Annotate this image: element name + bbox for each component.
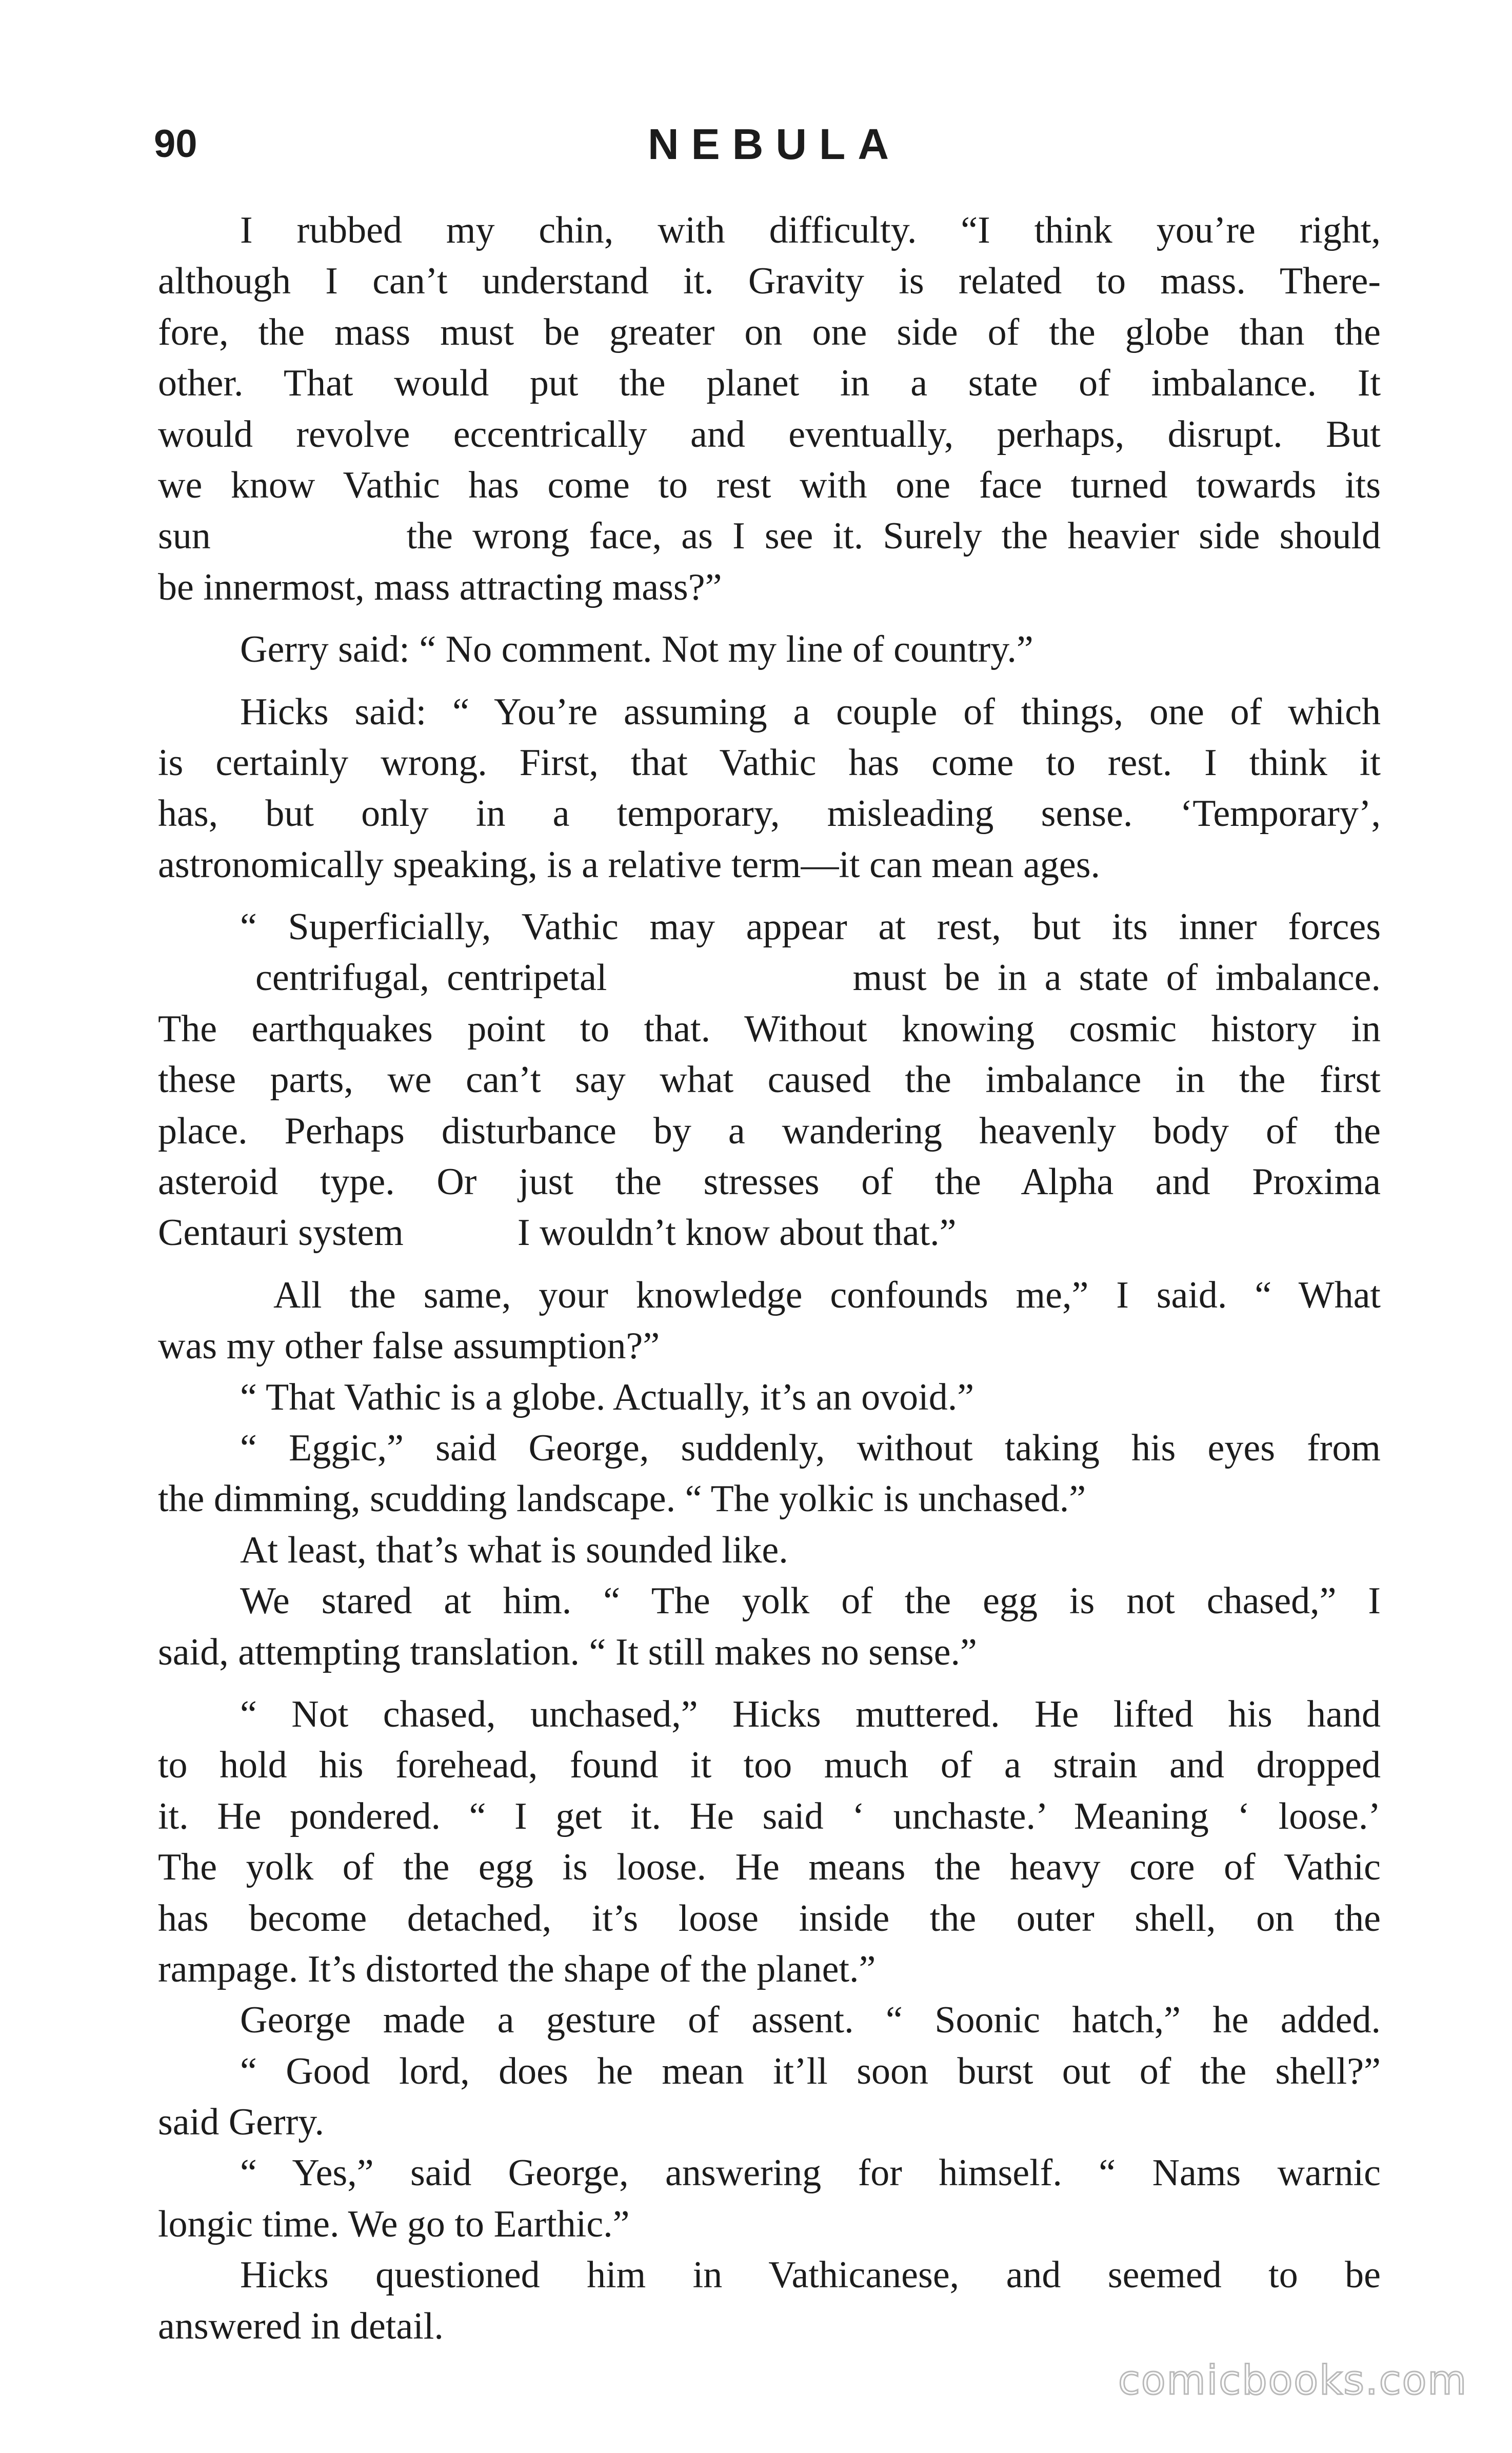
text-line: sun the wrong face, as I see it. Surely the heavier side should xyxy=(158,515,1381,558)
text-line: “ Good lord, does he mean it’ll soon burst out of the shell?” xyxy=(240,2050,1381,2092)
text-line: I rubbed my chin, with difficulty. “I think you’re right, xyxy=(240,209,1381,251)
text-line: is certainly wrong. First, that Vathic has come to rest. I think it xyxy=(158,741,1381,784)
text-line: has, but only in a temporary, misleading sense. ‘Temporary’, xyxy=(158,793,1381,835)
text-line: “ Eggic,” said George, suddenly, without taking his eyes from xyxy=(240,1427,1381,1469)
text-line: to hold his forehead, found it too much of a strain and dropped xyxy=(158,1744,1381,1787)
text-line: centrifugal, centripetal must be in a state of imbalance. xyxy=(255,957,1381,999)
text-line: “ That Vathic is a globe. Actually, it’s an ovoid.” xyxy=(240,1376,974,1418)
text-line: The earthquakes point to that. Without knowing cosmic history in xyxy=(158,1007,1381,1050)
text-line: be innermost, mass attracting mass?” xyxy=(158,566,722,608)
text-line: Hicks said: “ You’re assuming a couple of things, one of which xyxy=(240,690,1381,733)
text-line: Gerry said: “ No comment. Not my line of country.” xyxy=(240,628,1033,671)
text-line: would revolve eccentrically and eventually, perhaps, disrupt. But xyxy=(158,413,1381,456)
text-line: Centauri system I wouldn’t know about that.” xyxy=(158,1212,957,1254)
text-line: although I can’t understand it. Gravity is related to mass. There- xyxy=(158,260,1381,303)
text-line: said Gerry. xyxy=(158,2101,324,2144)
text-line: All the same, your knowledge confounds me,” I said. “ What xyxy=(273,1274,1381,1316)
text-line: has become detached, it’s loose inside the outer shell, on the xyxy=(158,1897,1381,1940)
text-line: other. That would put the planet in a state of imbalance. It xyxy=(158,362,1381,405)
text-line: We stared at him. “ The yolk of the egg is not chased,” I xyxy=(240,1580,1381,1623)
text-line: it. He pondered. “ I get it. He said ‘ unchaste.’ Meaning ‘ loose.’ xyxy=(158,1795,1381,1837)
text-line: The yolk of the egg is loose. He means the heavy core of Vathic xyxy=(158,1846,1381,1889)
text-line: Hicks questioned him in Vathicanese, and seemed to be xyxy=(240,2254,1381,2297)
text-line: these parts, we can’t say what caused the imbalance in the first xyxy=(158,1059,1381,1101)
text-line: rampage. It’s distorted the shape of the planet.” xyxy=(158,1948,876,1990)
watermark: comicbooks.com xyxy=(1118,2358,1468,2404)
text-line: “ Superficially, Vathic may appear at rest, but its inner forces xyxy=(240,906,1381,948)
text-line: answered in detail. xyxy=(158,2305,444,2347)
text-line: George made a gesture of assent. “ Soonic hatch,” he added. xyxy=(240,1999,1381,2042)
text-line: asteroid type. Or just the stresses of the Alpha and Proxima xyxy=(158,1161,1381,1203)
text-line: At least, that’s what is sounded like. xyxy=(240,1529,788,1571)
text-line: “ Yes,” said George, answering for himself. “ Nams warnic xyxy=(240,2152,1381,2194)
body-text xyxy=(158,205,1381,2352)
page-header xyxy=(154,116,1375,177)
text-line: the dimming, scudding landscape. “ The yolkic is unchased.” xyxy=(158,1478,1086,1520)
text-line: said, attempting translation. “ It still makes no sense.” xyxy=(158,1631,977,1673)
text-line: place. Perhaps disturbance by a wandering heavenly body of the xyxy=(158,1110,1381,1152)
text-line: was my other false assumption?” xyxy=(158,1325,660,1368)
page-number: 90 xyxy=(154,122,197,166)
text-line: fore, the mass must be greater on one side of the globe than the xyxy=(158,311,1381,353)
running-title: NEBULA xyxy=(648,120,901,168)
text-line: longic time. We go to Earthic.” xyxy=(158,2203,630,2245)
text-line: astronomically speaking, is a relative term—it can mean ages. xyxy=(158,843,1101,886)
text-line: “ Not chased, unchased,” Hicks muttered. He lifted his hand xyxy=(240,1693,1381,1735)
text-line: we know Vathic has come to rest with one face turned towards its xyxy=(158,464,1381,506)
